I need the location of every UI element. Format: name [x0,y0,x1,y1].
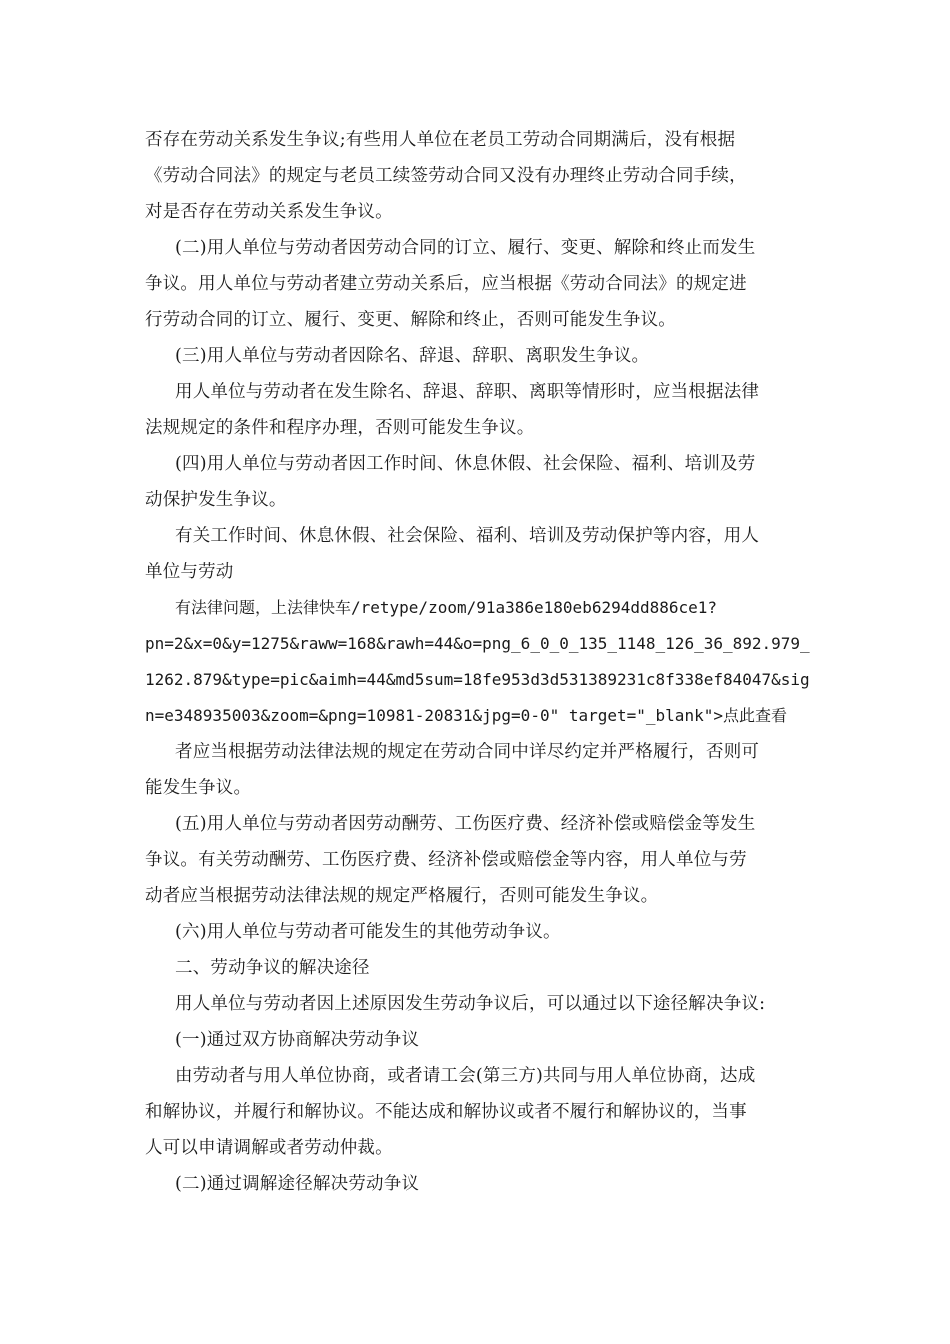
text-line: 用人单位与劳动者因上述原因发生劳动争议后，可以通过以下途径解决争议: [175,994,766,1014]
text-line: 和解协议，并履行和解协议。不能达成和解协议或者不履行和解协议的，当事 [145,1102,747,1122]
text-line: 对是否存在劳动关系发生争议。 [145,202,393,222]
text-line: 有法律问题，上法律快车/retype/zoom/91a386e180eb6294dd886ce1? [175,598,718,617]
text-line: 单位与劳动 [145,562,234,582]
text-line: 《劳动合同法》的规定与老员工续签劳动合同又没有办理终止劳动合同手续， [145,166,747,186]
text-line: pn=2&x=0&y=1275&raww=168&rawh=44&o=png_6_0_0_135_1148_126_36_892.979_ [145,634,810,653]
text-line: (四)用人单位与劳动者因工作时间、休息休假、社会保险、福利、培训及劳 [175,454,756,474]
text-line: 人可以申请调解或者劳动仲裁。 [145,1138,393,1158]
text-line: (三)用人单位与劳动者因除名、辞退、辞职、离职发生争议。 [175,346,650,366]
text-line: (六)用人单位与劳动者可能发生的其他劳动争议。 [175,922,561,942]
text-line: 法规规定的条件和程序办理，否则可能发生争议。 [145,418,535,438]
text-line: 用人单位与劳动者在发生除名、辞退、辞职、离职等情形时，应当根据法律 [175,382,760,402]
section-heading: 二、劳动争议的解决途径 [175,958,370,978]
text-line: 1262.879&type=pic&aimh=44&md5sum=18fe953d3d531389231c8f338ef84047&sig [145,670,810,689]
text-line: 者应当根据劳动法律法规的规定在劳动合同中详尽约定并严格履行，否则可 [175,742,760,762]
text-line: 有关工作时间、休息休假、社会保险、福利、培训及劳动保护等内容，用人 [175,526,760,546]
text-line: (二)用人单位与劳动者因劳动合同的订立、履行、变更、解除和终止而发生 [175,238,756,258]
text-line: 能发生争议。 [145,778,252,798]
text-line: 否存在劳动关系发生争议;有些用人单位在老员工劳动合同期满后，没有根据 [145,130,736,150]
text-line: 行劳动合同的订立、履行、变更、解除和终止，否则可能发生争议。 [145,310,676,330]
text-line: (二)通过调解途径解决劳动争议 [175,1174,420,1194]
text-line: 动者应当根据劳动法律法规的规定严格履行，否则可能发生争议。 [145,886,659,906]
text-line: n=e348935003&zoom=&png=10981-20831&jpg=0-0" target="_blank">点此查看 [145,706,787,725]
text-line: (一)通过双方协商解决劳动争议 [175,1030,420,1050]
text-line: 争议。有关劳动酬劳、工伤医疗费、经济补偿或赔偿金等内容，用人单位与劳 [145,850,747,870]
text-line: 动保护发生争议。 [145,490,287,510]
text-line: (五)用人单位与劳动者因劳动酬劳、工伤医疗费、经济补偿或赔偿金等发生 [175,814,756,834]
text-line: 由劳动者与用人单位协商，或者请工会(第三方)共同与用人单位协商，达成 [175,1066,756,1086]
text-line: 争议。用人单位与劳动者建立劳动关系后，应当根据《劳动合同法》的规定进 [145,274,747,294]
